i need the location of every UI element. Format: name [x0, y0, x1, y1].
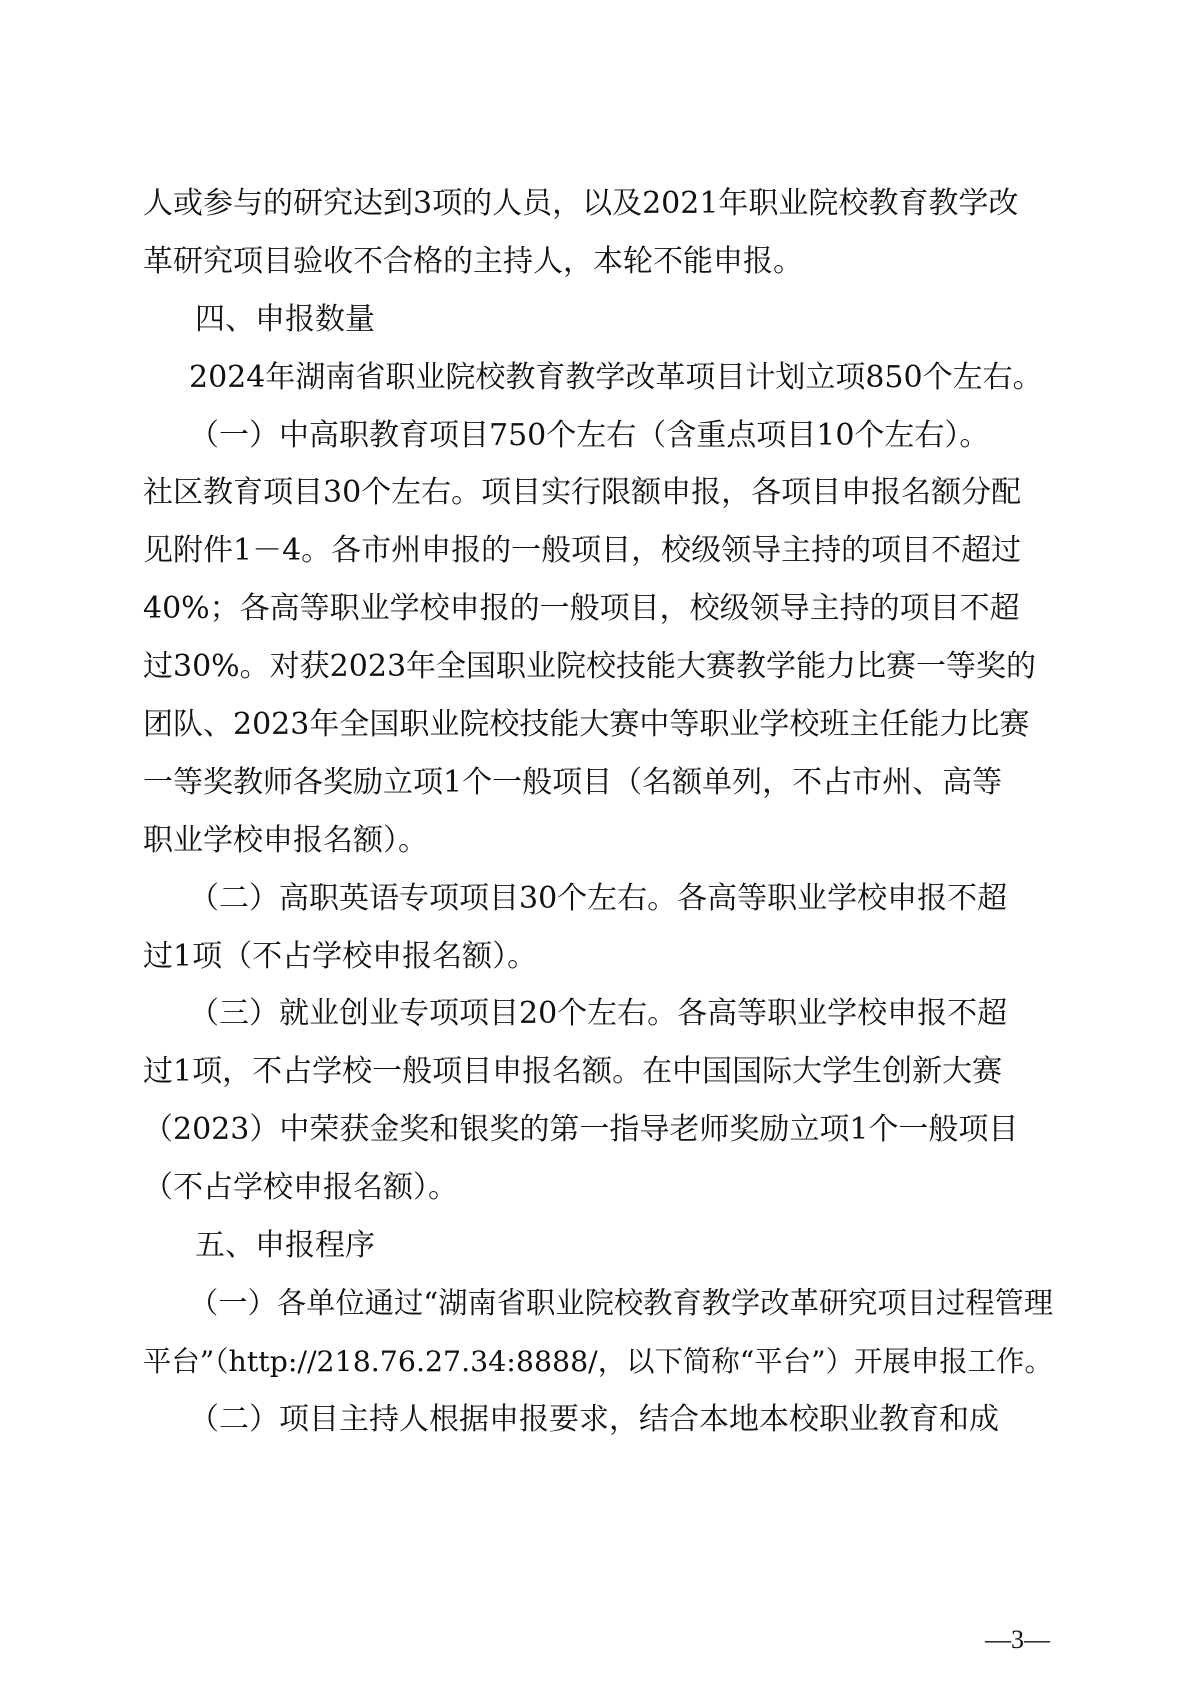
- paragraph-line: 过1项，不占学校一般项目申报名额。在中国国际大学生创新大赛: [143, 1054, 1003, 1090]
- paragraph-line: （一）各单位通过“湖南省职业院校教育教学改革研究项目过程管理: [189, 1285, 1054, 1320]
- paragraph-line: 团队、2023年全国职业院校技能大赛中等职业学校班主任能力比赛: [143, 707, 1030, 743]
- paragraph-line: （不占学校申报名额）。: [143, 1170, 458, 1206]
- paragraph-line: 人或参与的研究达到3项的人员，以及2021年职业院校教育教学改: [143, 186, 1019, 221]
- paragraph-line: 40%；各高等职业学校申报的一般项目，校级领导主持的项目不超: [143, 591, 1020, 627]
- paragraph-line: （二）高职英语专项项目30个左右。各高等职业学校申报不超: [189, 880, 1008, 916]
- paragraph-line: 革研究项目验收不合格的主持人，本轮不能申报。: [143, 243, 803, 279]
- paragraph-line: （二）项目主持人根据申报要求，结合本地本校职业教育和成: [189, 1401, 999, 1437]
- paragraph-line: 一等奖教师各奖励立项1个一般项目（名额单列，不占市州、高等: [143, 764, 1003, 800]
- paragraph-line: 见附件1－4。各市州申报的一般项目，校级领导主持的项目不超过: [143, 533, 1022, 569]
- section-heading: 四、申报数量: [195, 301, 375, 337]
- section-heading: 五、申报程序: [195, 1228, 375, 1264]
- body-text: [143, 175, 1058, 1449]
- paragraph-line: （三）就业创业专项项目20个左右。各高等职业学校申报不超: [189, 996, 1008, 1032]
- paragraph-line: 2024年湖南省职业院校教育教学改革项目计划立项850个左右。: [189, 359, 1043, 395]
- paragraph-line: 过30%。对获2023年全国职业院校技能大赛教学能力比赛一等奖的: [143, 649, 1037, 685]
- paragraph-line: 过1项（不占学校申报名额）。: [143, 938, 538, 974]
- paragraph-line: 平台”（http://218.76.27.34:8888/，以下简称“平台”）开展申报工作。: [143, 1344, 1053, 1378]
- paragraph-line: 社区教育项目30个左右。项目实行限额申报，各项目申报名额分配: [143, 475, 1022, 511]
- paragraph-line: （2023）中荣获金奖和银奖的第一指导老师奖励立项1个一般项目: [143, 1112, 1019, 1148]
- paragraph-line: 职业学校申报名额）。: [143, 822, 428, 858]
- page-number: —3—: [985, 1625, 1050, 1654]
- paragraph-line: （一）中高职教育项目750个左右（含重点项目10个左右）。: [189, 417, 990, 453]
